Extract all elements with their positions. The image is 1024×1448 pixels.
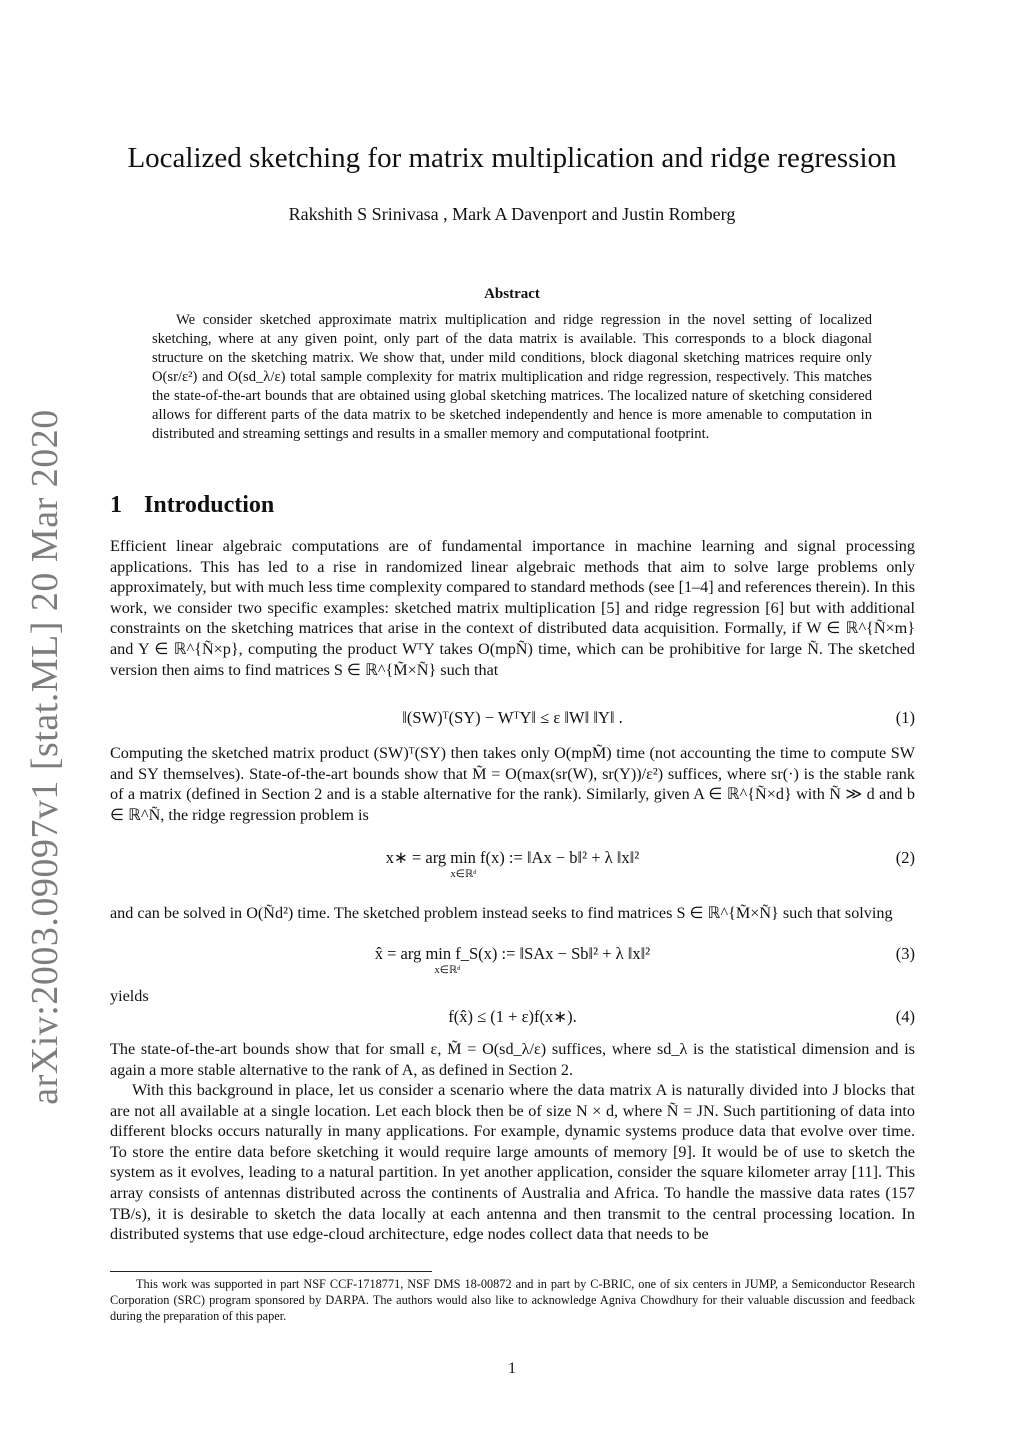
equation-4-body: f(x̂) ≤ (1 + ε)f(x∗). (448, 1007, 577, 1026)
section-number: 1 (110, 492, 122, 518)
intro-paragraph-3: and can be solved in O(Ñd²) time. The sketched problem instead seeks to find matrices S ∈ ℝ^{M̃×Ñ} such that solving (110, 904, 893, 922)
intro-paragraph-5: The state-of-the-art bounds show that for small ε, M̃ = O(sd_λ/ε) suffices, where sd_λ is the statistical dimension and is again a more stable alternative to the rank of A, as defined in Section 2. (110, 1040, 915, 1079)
equation-2-number: (2) (895, 848, 915, 867)
footnote-text: This work was supported in part NSF CCF-1718771, NSF DMS 18-00872 and in part by C-BRIC, one of six centers in JUMP, a Semiconductor Research Corporation (SRC) program sponsored by DARPA. The authors would also like to acknowledge Agniva Chowdhury for their valuable discussion and feedback during the preparation of this paper. (110, 1277, 915, 1323)
equation-3-body: x̂ = arg min f_S(x) := ‖SAx − Sb‖² + λ ‖x‖² (374, 944, 651, 963)
equation-4 (110, 1007, 915, 1037)
intro-paragraph-2: Computing the sketched matrix product (SW)ᵀ(SY) then takes only O(mpM̃) time (not accounting the time to compute SW and SY themselves). State-of-the-art bounds show that M̃ = O(max(sr(W), sr(Y))/ε²) suffices, where sr(·) is the stable rank of a matrix (defined in Section 2 and is a stable alternative for the rank). Similarly, given A ∈ ℝ^{Ñ×d} with Ñ ≫ d and b ∈ ℝ^Ñ, the ridge regression problem is (110, 744, 915, 824)
equation-2-body: x∗ = arg min f(x) := ‖Ax − b‖² + λ ‖x‖² (385, 848, 640, 867)
equation-2-subscript: x∈ℝᵈ (450, 869, 477, 880)
paper-title: Localized sketching for matrix multiplication and ridge regression (127, 142, 897, 174)
equation-1-number: (1) (895, 708, 915, 727)
arxiv-sidebar-stamp (5, 409, 85, 1105)
section-heading (110, 492, 274, 519)
author-list: Rakshith S Srinivasa , Mark A Davenport and Justin Romberg (288, 204, 736, 224)
section-title: Introduction (144, 492, 275, 518)
intro-paragraph-1: Efficient linear algebraic computations are of fundamental importance in machine learning and signal processing applications. This has led to a rise in randomized linear algebraic methods that aim to solve large problems only approximately, but with much less time complexity compared to standard methods (see [1–4] and references therein). In this work, we consider two specific examples: sketched matrix multiplication [5] and ridge regression [6] but with additional constraints on the sketching matrices that arise in the context of distributed data acquisition. Formally, if W ∈ ℝ^{Ñ×m} and Y ∈ ℝ^{Ñ×p}, computing the product WᵀY takes O(mpÑ) time, which can be prohibitive for large Ñ. The sketched version then aims to find matrices S ∈ ℝ^{M̃×Ñ} such that (110, 537, 915, 679)
equation-4-number: (4) (895, 1007, 915, 1026)
intro-paragraph-6: With this background in place, let us consider a scenario where the data matrix A is naturally divided into J blocks that are not all available at a single location. Let each block then be of size N × d, where Ñ = JN. Such partitioning of data into different blocks occurs naturally in many applications. For example, dynamic systems produce data that evolve over time. To store the entire data before sketching it would require large amounts of memory [9]. It would be of use to sketch the system as it evolves, leading to a natural partition. In yet another application, consider the square kilometer array [11]. This array consists of antennas distributed across the continents of Australia and Africa. To handle the massive data rates (157 TB/s), it is desirable to sketch the data locally at each antenna and then transmit to the central processing location. In distributed systems that use edge-cloud architecture, edge nodes collect data that needs to be (110, 1081, 915, 1244)
footnote-rule (110, 1271, 432, 1272)
equation-1 (110, 708, 915, 738)
equation-3-number: (3) (895, 944, 915, 963)
equation-3 (110, 944, 915, 982)
page-number: 1 (508, 1360, 516, 1377)
equation-1-body: ‖(SW)ᵀ(SY) − WᵀY‖ ≤ ε ‖W‖ ‖Y‖ . (402, 708, 623, 727)
abstract-heading: Abstract (484, 286, 540, 302)
equation-2 (110, 848, 915, 886)
intro-paragraph-4: yields (110, 987, 149, 1005)
equation-3-subscript: x∈ℝᵈ (434, 965, 461, 976)
arxiv-identifier: arXiv:2003.09097v1 [stat.ML] 20 Mar 2020 (24, 409, 66, 1105)
abstract-text: We consider sketched approximate matrix multiplication and ridge regression in the novel setting of localized sketching, where at any given point, only part of the data matrix is available. This corresponds to a block diagonal structure on the sketching matrix. We show that, under mild conditions, block diagonal sketching matrices require only O(sr/ε²) and O(sd_λ/ε) total sample complexity for matrix multiplication and ridge regression, respectively. This matches the state-of-the-art bounds that are obtained using global sketching matrices. The localized nature of sketching considered allows for different parts of the data matrix to be sketched independently and hence is more amenable to computation in distributed and streaming settings and results in a smaller memory and computational footprint. (152, 312, 872, 442)
